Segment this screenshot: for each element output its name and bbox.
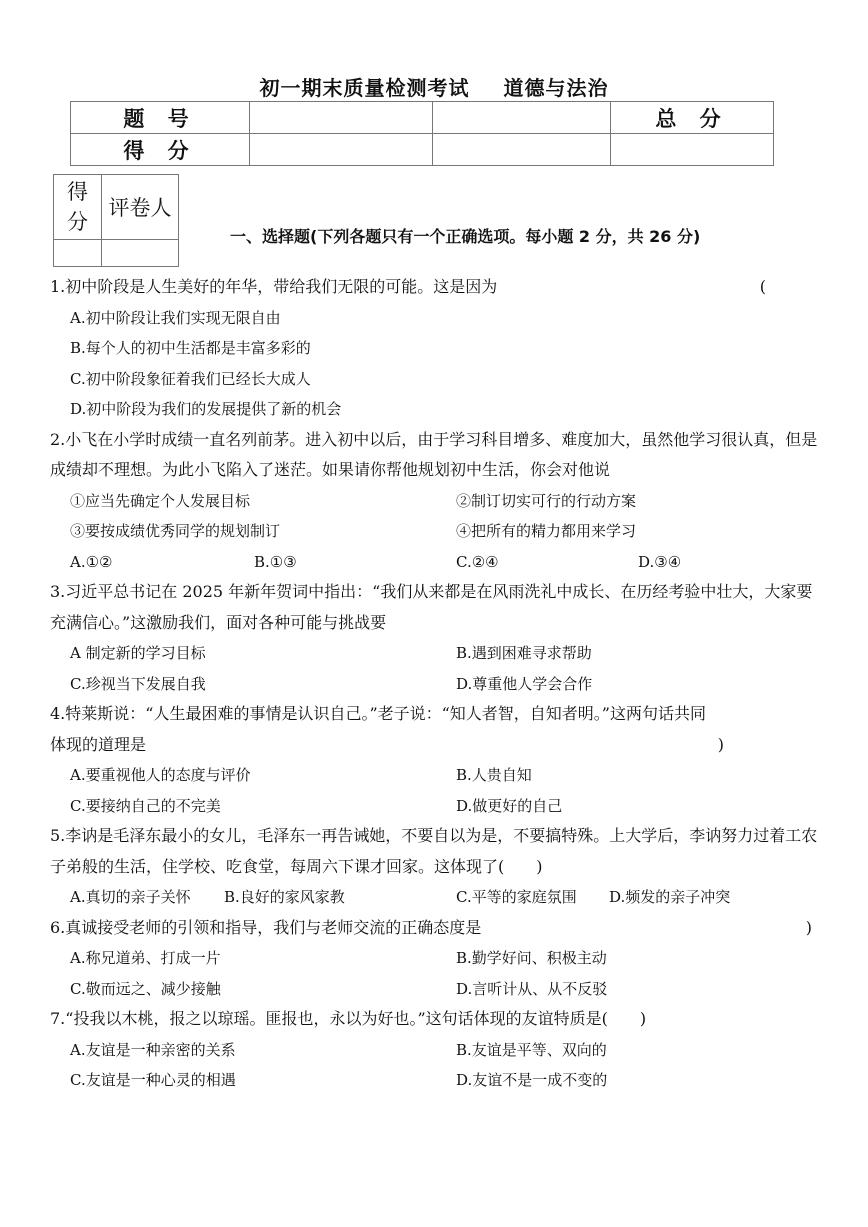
grader-name-cell [102,240,179,267]
options [50,547,820,578]
score-cell [433,134,611,166]
options [50,760,820,821]
option-b: B.良好的家风家教 [224,888,345,906]
total-score-label: 总 分 [611,102,774,134]
option-a: A.要重视他人的态度与评价 [70,766,251,784]
statement-2: ②制订切实可行的行动方案 [456,491,637,510]
option-a: A.称兄道弟、打成一片 [70,949,221,967]
answer-bracket: ) [717,734,724,754]
option-a: A.真切的亲子关怀 [70,888,191,906]
statement-3: ③要按成绩优秀同学的规划制订 [70,522,281,540]
grader-name-label: 评卷人 [102,175,179,240]
answer-bracket: ( [759,277,766,296]
score-row-label: 得 分 [71,134,250,166]
option-c: C.友谊是一种心灵的相遇 [70,1071,236,1089]
statement-4: ④把所有的精力都用来学习 [456,522,637,540]
option-d: D.初中阶段为我们的发展提供了新的机会 [70,400,342,418]
grader-score-label [54,175,102,240]
grader-box [53,174,179,267]
option-d: D.频发的亲子冲突 [609,888,731,906]
option-c: C.平等的家庭氛围 [456,888,577,906]
score-cell [250,102,433,134]
score-table [70,101,774,166]
option-a: A.友谊是一种亲密的关系 [70,1040,236,1059]
question-4 [50,699,820,821]
options [50,638,820,699]
exam-title-text: 初一期末质量检测考试 [259,76,470,100]
option-c: C.敬而远之、减少接触 [70,979,221,998]
options [50,1035,820,1096]
option-b: B.①③ [254,552,297,571]
question-6-stem-row [50,913,820,944]
option-d: D.做更好的自己 [456,796,563,815]
question-7 [50,1004,820,1096]
options [50,943,820,1004]
option-b: B.遇到困难寻求帮助 [456,644,592,662]
option-c: C.②④ [456,552,499,571]
question-stem: 3.习近平总书记在 2025 年新年贺词中指出：“我们从来都是在风雨洗礼中成长、在历经考验中壮大，大家要充满信心。”这激励我们，面对各种可能与挑战要 [50,582,813,632]
question-list [50,272,820,1096]
grader-score-cell [54,240,102,267]
option-b: B.每个人的初中生活都是丰富多彩的 [70,339,311,357]
option-d: D.言听计从、从不反驳 [456,979,608,998]
option-d: D.友谊不是一成不变的 [456,1071,608,1089]
option-d: D.尊重他人学会合作 [456,674,593,693]
options [50,303,820,425]
option-d: D.③④ [638,552,682,571]
option-c: C.珍视当下发展自我 [70,674,206,693]
option-c: C.初中阶段象征着我们已经长大成人 [70,369,311,388]
exam-title [0,72,868,101]
question-3 [50,577,820,699]
question-1 [50,272,820,425]
score-cell [433,102,611,134]
answer-bracket: ) [805,917,812,937]
score-cell [250,134,433,166]
statement-1: ①应当先确定个人发展目标 [70,491,251,510]
option-c: C.要接纳自己的不完美 [70,796,221,815]
question-2 [50,425,820,578]
grader-score-label-text: 得 分 [67,180,88,234]
option-a: A 制定新的学习目标 [70,644,206,662]
options [50,882,820,913]
option-b: B.人贵自知 [456,766,532,784]
question-stem: 7.“投我以木桃，报之以琼瑶。匪报也，永以为好也。”这句话体现的友谊特质是( ) [50,1009,647,1028]
question-stem: 1.初中阶段是人生美好的年华，带给我们无限的可能。这是因为 [50,277,498,296]
question-4-stem-row [50,699,820,760]
option-b: B.友谊是平等、双向的 [456,1040,607,1059]
option-b: B.勤学好问、积极主动 [456,949,607,967]
exam-subject: 道德与法治 [503,76,609,100]
option-a: A.初中阶段让我们实现无限自由 [70,308,281,327]
question-stem: 4.特莱斯说：“人生最困难的事情是认识自己。”老子说：“知人者智，自知者明。”这两句话共同体现的道理是 [50,704,706,754]
question-stem: 5.李讷是毛泽东最小的女儿，毛泽东一再告诫她，不要自以为是，不要搞特殊。上大学后，李讷努力过着工农子弟般的生活，住学校、吃食堂，每周六下课才回家。这体现了( ) [50,826,818,876]
question-stem: 2.小飞在小学时成绩一直名列前茅。进入初中以后，由于学习科目增多、难度加大，虽然他学习很认真，但是成绩却不理想。为此小飞陷入了迷茫。如果请你帮他规划初中生活，你会对他说 [50,429,818,479]
question-6 [50,913,820,1005]
question-stem: 6.真诚接受老师的引领和指导，我们与老师交流的正确态度是 [50,917,482,937]
question-5 [50,821,820,913]
section-title: 一、选择题(下列各题只有一个正确选项。每小题 2 分，共 26 分) [230,227,701,246]
question-1-stem-row [50,272,820,303]
question-number-label: 题 号 [71,102,250,134]
option-a: A.①② [70,552,113,571]
score-cell [611,134,774,166]
statements [50,486,820,547]
